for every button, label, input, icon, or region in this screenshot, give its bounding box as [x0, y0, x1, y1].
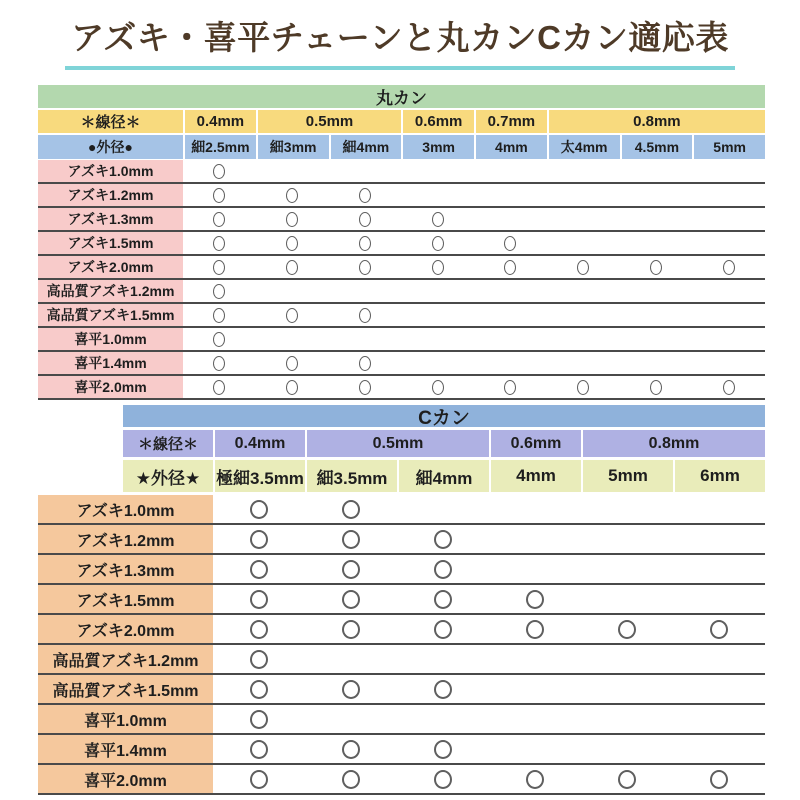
row-label: アズキ1.5mm	[38, 232, 183, 254]
circle-mark	[342, 530, 360, 549]
compat-cell	[489, 765, 581, 793]
compat-cell	[305, 615, 397, 643]
page-title: アズキ・喜平チェーンと丸カンCカン適応表	[65, 12, 735, 70]
compat-cell	[329, 232, 402, 254]
compat-cell	[474, 208, 547, 230]
compat-cell	[547, 376, 620, 398]
compat-cell	[329, 160, 402, 182]
circle-mark	[250, 740, 268, 759]
compat-cell	[581, 705, 673, 733]
compat-cell	[581, 675, 673, 703]
compat-cell	[474, 328, 547, 350]
compat-cell	[397, 525, 489, 553]
wire-diameter-value: 0.6mm	[403, 110, 474, 133]
compat-cell	[401, 280, 474, 302]
row-label: 高品質アズキ1.2mm	[38, 645, 213, 673]
compat-cell	[581, 585, 673, 613]
compat-cell	[397, 765, 489, 793]
compat-cell	[692, 208, 765, 230]
outer-diameter-value: 細4mm	[331, 135, 402, 159]
circle-mark	[434, 590, 452, 609]
compat-cell	[305, 495, 397, 523]
compat-cell	[489, 705, 581, 733]
compat-cell	[692, 328, 765, 350]
compat-cell	[489, 525, 581, 553]
compat-cell	[256, 304, 329, 326]
compat-cell	[329, 184, 402, 206]
circle-mark	[250, 530, 268, 549]
compat-cell	[620, 328, 693, 350]
compat-cell	[329, 304, 402, 326]
compat-cell	[692, 232, 765, 254]
wire-diameter-label: ＊線径＊	[38, 110, 183, 133]
circle-mark	[213, 164, 225, 179]
compat-cell	[397, 585, 489, 613]
compat-cell	[581, 765, 673, 793]
table-row	[38, 328, 765, 352]
compat-cell	[305, 585, 397, 613]
compat-cell	[489, 555, 581, 583]
compat-cell	[256, 256, 329, 278]
circle-mark	[359, 236, 371, 251]
compat-cell	[329, 328, 402, 350]
table-row	[38, 645, 765, 675]
circle-mark	[342, 590, 360, 609]
outer-diameter-value: 3mm	[403, 135, 474, 159]
compat-cell	[474, 376, 547, 398]
wire-diameter-label: ＊線径＊	[123, 430, 213, 457]
circle-mark	[342, 770, 360, 789]
compat-cell	[397, 495, 489, 523]
compat-cell	[620, 256, 693, 278]
row-label: 高品質アズキ1.5mm	[38, 304, 183, 326]
compat-cell	[474, 280, 547, 302]
compat-cell	[547, 232, 620, 254]
circle-mark	[432, 212, 444, 227]
circle-mark	[359, 308, 371, 323]
row-label: アズキ1.3mm	[38, 208, 183, 230]
compat-cell	[692, 256, 765, 278]
compat-cell	[183, 184, 256, 206]
compat-cell	[474, 304, 547, 326]
compat-cell	[581, 495, 673, 523]
compat-cell	[183, 304, 256, 326]
circle-mark	[213, 212, 225, 227]
compat-cell	[547, 208, 620, 230]
compat-cell	[256, 280, 329, 302]
compat-cell	[474, 352, 547, 374]
table-row	[38, 184, 765, 208]
compat-cell	[673, 765, 765, 793]
compat-cell	[305, 645, 397, 673]
compat-cell	[397, 675, 489, 703]
compat-cell	[673, 735, 765, 763]
circle-mark	[434, 680, 452, 699]
compat-cell	[305, 675, 397, 703]
compat-cell	[305, 525, 397, 553]
outer-diameter-value: 細3.5mm	[307, 460, 397, 492]
table-row	[38, 256, 765, 280]
table-row	[38, 705, 765, 735]
table-row	[38, 304, 765, 328]
row-label: 喜平1.0mm	[38, 705, 213, 733]
table2-outer-diameter-row	[123, 460, 765, 492]
compat-cell	[329, 280, 402, 302]
compat-cell	[620, 352, 693, 374]
row-label: 喜平1.0mm	[38, 328, 183, 350]
table-row	[38, 765, 765, 795]
table-row	[38, 495, 765, 525]
circle-mark	[434, 770, 452, 789]
compat-cell	[401, 232, 474, 254]
table1-outer-diameter-row	[38, 135, 765, 159]
compat-cell	[673, 675, 765, 703]
circle-mark	[286, 308, 298, 323]
wire-diameter-value: 0.8mm	[583, 430, 765, 457]
ckan-table-body	[38, 495, 765, 795]
circle-mark	[432, 236, 444, 251]
compat-cell	[489, 615, 581, 643]
table2-title: Cカン	[123, 405, 765, 427]
circle-mark	[526, 770, 544, 789]
compat-cell	[401, 376, 474, 398]
circle-mark	[723, 380, 735, 395]
compat-cell	[183, 352, 256, 374]
circle-mark	[342, 620, 360, 639]
marukan-table-body	[38, 160, 765, 400]
outer-diameter-value: 6mm	[675, 460, 765, 492]
circle-mark	[250, 710, 268, 729]
compat-cell	[213, 495, 305, 523]
circle-mark	[250, 590, 268, 609]
outer-diameter-value: 5mm	[694, 135, 765, 159]
compat-cell	[547, 280, 620, 302]
circle-mark	[286, 236, 298, 251]
compat-cell	[401, 184, 474, 206]
circle-mark	[434, 530, 452, 549]
row-label: アズキ1.5mm	[38, 585, 213, 613]
circle-mark	[359, 356, 371, 371]
compat-cell	[489, 735, 581, 763]
compat-cell	[673, 615, 765, 643]
table-row	[38, 280, 765, 304]
row-label: アズキ2.0mm	[38, 615, 213, 643]
compat-cell	[397, 645, 489, 673]
compat-cell	[329, 208, 402, 230]
compat-cell	[397, 555, 489, 583]
compat-cell	[620, 232, 693, 254]
compat-cell	[183, 160, 256, 182]
compat-cell	[213, 585, 305, 613]
circle-mark	[250, 560, 268, 579]
circle-mark	[504, 380, 516, 395]
compat-cell	[401, 352, 474, 374]
compat-cell	[474, 160, 547, 182]
circle-mark	[577, 260, 589, 275]
compat-cell	[183, 376, 256, 398]
compat-cell	[692, 280, 765, 302]
table-row	[38, 160, 765, 184]
compat-cell	[673, 585, 765, 613]
compat-cell	[489, 675, 581, 703]
compat-cell	[213, 555, 305, 583]
circle-mark	[434, 740, 452, 759]
table-row	[38, 585, 765, 615]
circle-mark	[286, 356, 298, 371]
outer-diameter-value: 4mm	[476, 135, 547, 159]
compat-cell	[401, 304, 474, 326]
compat-cell	[620, 304, 693, 326]
circle-mark	[434, 620, 452, 639]
circle-mark	[342, 740, 360, 759]
circle-mark	[359, 260, 371, 275]
row-label: アズキ1.2mm	[38, 525, 213, 553]
circle-mark	[286, 212, 298, 227]
compat-cell	[692, 184, 765, 206]
compat-cell	[474, 256, 547, 278]
circle-mark	[342, 500, 360, 519]
outer-diameter-value: 4.5mm	[622, 135, 693, 159]
circle-mark	[432, 380, 444, 395]
wire-diameter-value: 0.4mm	[185, 110, 256, 133]
circle-mark	[250, 650, 268, 669]
compat-cell	[673, 525, 765, 553]
circle-mark	[342, 680, 360, 699]
outer-diameter-label: ●外径●	[38, 135, 183, 159]
compat-cell	[305, 705, 397, 733]
row-label: 喜平1.4mm	[38, 352, 183, 374]
row-label: アズキ1.0mm	[38, 160, 183, 182]
circle-mark	[650, 260, 662, 275]
circle-mark	[213, 380, 225, 395]
row-label: 高品質アズキ1.5mm	[38, 675, 213, 703]
row-label: アズキ1.3mm	[38, 555, 213, 583]
circle-mark	[434, 560, 452, 579]
wire-diameter-value: 0.5mm	[307, 430, 489, 457]
compat-cell	[305, 735, 397, 763]
row-label: アズキ1.2mm	[38, 184, 183, 206]
compat-cell	[256, 328, 329, 350]
compat-cell	[620, 160, 693, 182]
compat-cell	[673, 645, 765, 673]
compat-cell	[620, 376, 693, 398]
compat-cell	[329, 352, 402, 374]
circle-mark	[504, 260, 516, 275]
compat-cell	[692, 352, 765, 374]
compat-cell	[474, 232, 547, 254]
table-row	[38, 525, 765, 555]
compat-cell	[213, 645, 305, 673]
table2-wire-diameter-row	[123, 430, 765, 457]
outer-diameter-value: 太4mm	[549, 135, 620, 159]
circle-mark	[710, 770, 728, 789]
wire-diameter-value: 0.4mm	[215, 430, 305, 457]
page-header	[0, 12, 800, 70]
outer-diameter-value: 5mm	[583, 460, 673, 492]
compat-cell	[183, 232, 256, 254]
row-label: 喜平1.4mm	[38, 735, 213, 763]
circle-mark	[342, 560, 360, 579]
compat-cell	[401, 328, 474, 350]
compat-cell	[256, 208, 329, 230]
compat-cell	[397, 735, 489, 763]
compat-cell	[673, 705, 765, 733]
compat-cell	[673, 495, 765, 523]
compat-cell	[256, 184, 329, 206]
circle-mark	[213, 308, 225, 323]
compat-cell	[183, 280, 256, 302]
outer-diameter-value: 細2.5mm	[185, 135, 256, 159]
circle-mark	[359, 380, 371, 395]
compat-cell	[256, 352, 329, 374]
ckan-table-header	[123, 405, 765, 492]
compat-cell	[620, 280, 693, 302]
compat-cell	[213, 675, 305, 703]
compat-cell	[620, 208, 693, 230]
circle-mark	[213, 188, 225, 203]
table-row	[38, 376, 765, 400]
outer-diameter-label: ★外径★	[123, 460, 213, 492]
outer-diameter-value: 細3mm	[258, 135, 329, 159]
circle-mark	[250, 770, 268, 789]
compat-cell	[581, 735, 673, 763]
row-label: 喜平2.0mm	[38, 376, 183, 398]
compat-cell	[256, 160, 329, 182]
circle-mark	[250, 500, 268, 519]
compat-cell	[581, 645, 673, 673]
compat-cell	[673, 555, 765, 583]
circle-mark	[577, 380, 589, 395]
compat-cell	[401, 160, 474, 182]
compat-cell	[474, 184, 547, 206]
compat-cell	[305, 555, 397, 583]
compat-cell	[305, 765, 397, 793]
compat-cell	[329, 256, 402, 278]
circle-mark	[250, 680, 268, 699]
circle-mark	[526, 590, 544, 609]
compat-cell	[581, 555, 673, 583]
circle-mark	[286, 380, 298, 395]
table-row	[38, 675, 765, 705]
compat-cell	[489, 495, 581, 523]
table-row	[38, 208, 765, 232]
wire-diameter-value: 0.8mm	[549, 110, 765, 133]
compat-cell	[692, 160, 765, 182]
compat-cell	[183, 208, 256, 230]
compat-cell	[547, 304, 620, 326]
circle-mark	[213, 236, 225, 251]
compat-cell	[547, 256, 620, 278]
compat-cell	[213, 525, 305, 553]
circle-mark	[359, 212, 371, 227]
circle-mark	[526, 620, 544, 639]
compat-cell	[213, 765, 305, 793]
circle-mark	[618, 770, 636, 789]
table-row	[38, 735, 765, 765]
compat-cell	[397, 615, 489, 643]
table1-wire-diameter-row	[38, 110, 765, 133]
table1-title: 丸カン	[38, 85, 765, 108]
compat-cell	[183, 328, 256, 350]
outer-diameter-value: 極細3.5mm	[215, 460, 305, 492]
circle-mark	[213, 284, 225, 299]
table-row	[38, 232, 765, 256]
circle-mark	[618, 620, 636, 639]
outer-diameter-value: 4mm	[491, 460, 581, 492]
outer-diameter-value: 細4mm	[399, 460, 489, 492]
compat-cell	[213, 705, 305, 733]
circle-mark	[723, 260, 735, 275]
compat-cell	[547, 352, 620, 374]
wire-diameter-value: 0.7mm	[476, 110, 547, 133]
compat-cell	[213, 735, 305, 763]
wire-diameter-value: 0.6mm	[491, 430, 581, 457]
circle-mark	[286, 260, 298, 275]
compat-cell	[329, 376, 402, 398]
circle-mark	[213, 332, 225, 347]
compat-cell	[547, 328, 620, 350]
compat-cell	[256, 232, 329, 254]
row-label: アズキ1.0mm	[38, 495, 213, 523]
compat-cell	[547, 160, 620, 182]
compat-cell	[397, 705, 489, 733]
compat-cell	[489, 585, 581, 613]
table-row	[38, 555, 765, 585]
circle-mark	[432, 260, 444, 275]
circle-mark	[250, 620, 268, 639]
circle-mark	[286, 188, 298, 203]
wire-diameter-value: 0.5mm	[258, 110, 402, 133]
circle-mark	[213, 356, 225, 371]
table-row	[38, 615, 765, 645]
compat-cell	[581, 525, 673, 553]
compat-cell	[620, 184, 693, 206]
circle-mark	[359, 188, 371, 203]
compat-cell	[213, 615, 305, 643]
circle-mark	[504, 236, 516, 251]
circle-mark	[710, 620, 728, 639]
compat-cell	[692, 304, 765, 326]
compat-cell	[692, 376, 765, 398]
compat-cell	[489, 645, 581, 673]
row-label: 高品質アズキ1.2mm	[38, 280, 183, 302]
marukan-table-header	[38, 85, 765, 159]
compat-cell	[183, 256, 256, 278]
row-label: 喜平2.0mm	[38, 765, 213, 793]
compat-cell	[581, 615, 673, 643]
compat-cell	[256, 376, 329, 398]
table-row	[38, 352, 765, 376]
compat-cell	[401, 256, 474, 278]
circle-mark	[650, 380, 662, 395]
compat-cell	[547, 184, 620, 206]
row-label: アズキ2.0mm	[38, 256, 183, 278]
circle-mark	[213, 260, 225, 275]
compat-cell	[401, 208, 474, 230]
